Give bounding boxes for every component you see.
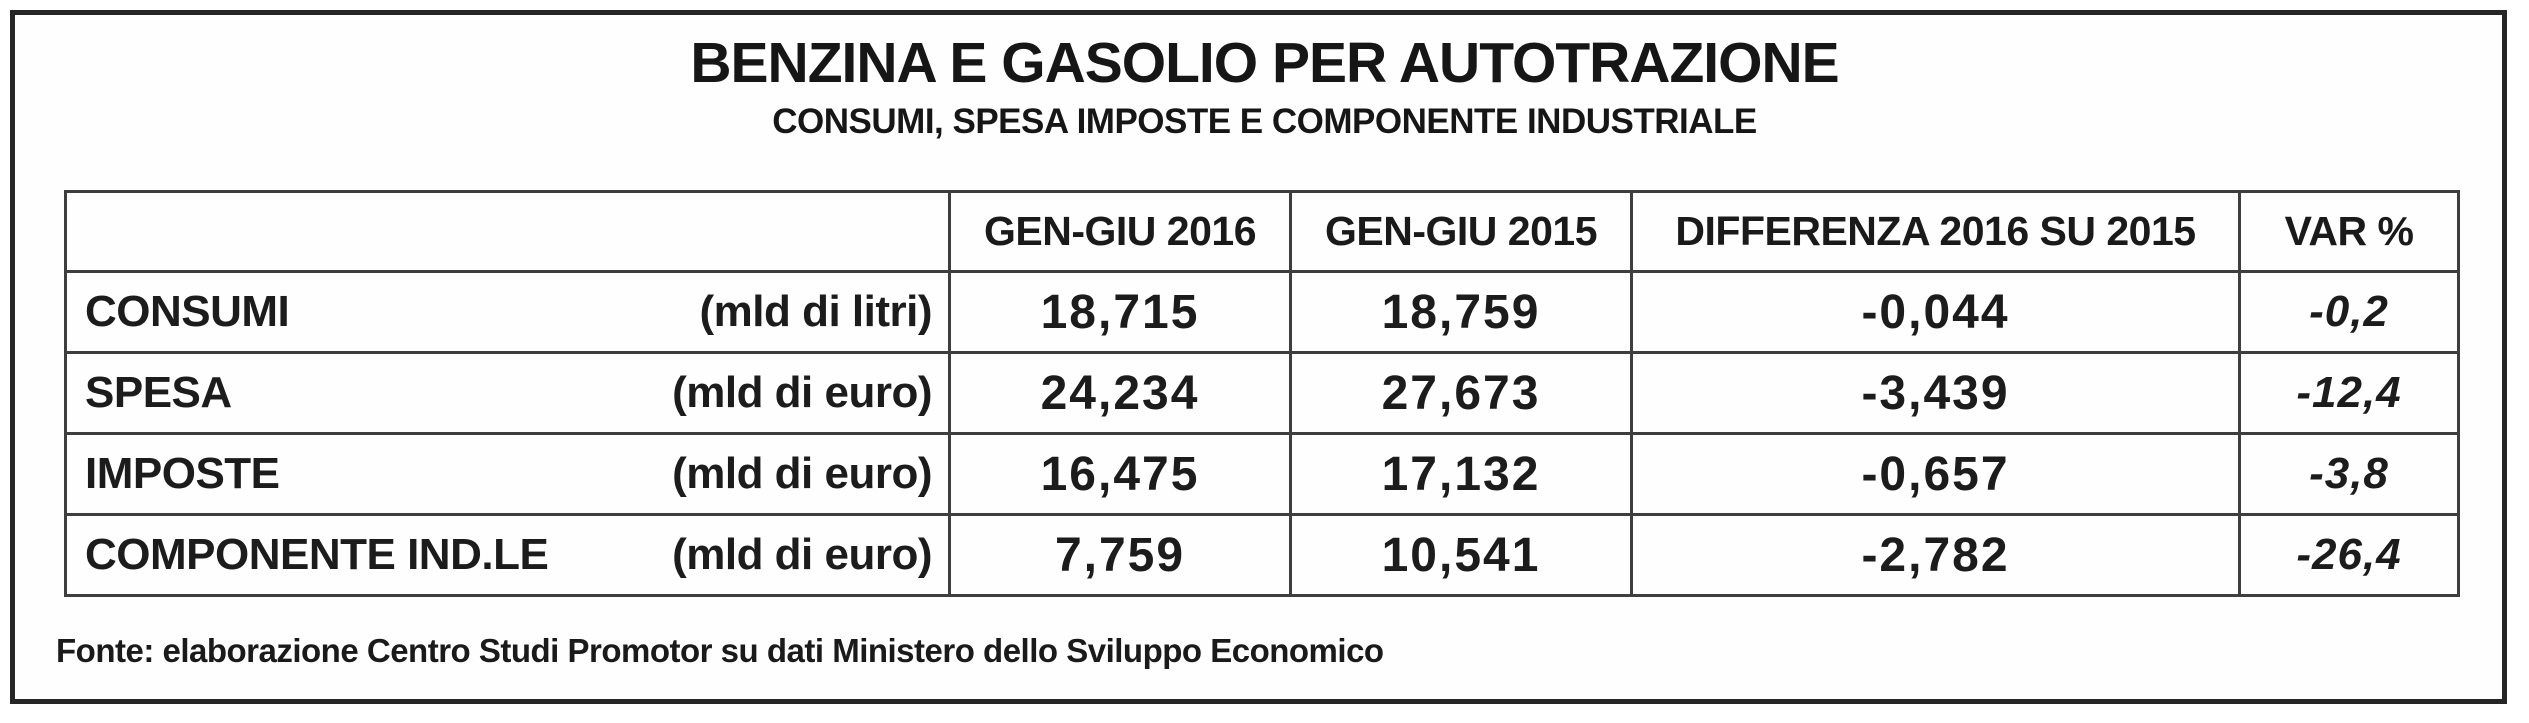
value-differenza: -2,782 — [1632, 515, 2240, 596]
header-cell-gen-giu-2015: GEN-GIU 2015 — [1291, 192, 1632, 272]
value-2016: 18,715 — [950, 272, 1291, 353]
header-cell-empty — [66, 192, 950, 272]
row-unit: (mld di euro) — [672, 368, 932, 417]
value-2015: 18,759 — [1291, 272, 1632, 353]
row-label: SPESA — [85, 368, 232, 417]
value-var-pct: -26,4 — [2240, 515, 2459, 596]
row-label-cell — [66, 434, 950, 515]
row-label: COMPONENTE IND.LE — [85, 530, 549, 579]
page-subtitle: CONSUMI, SPESA IMPOSTE E COMPONENTE INDUSTRIALE — [772, 102, 1757, 141]
header-cell-differenza: DIFFERENZA 2016 SU 2015 — [1632, 192, 2240, 272]
table-row-spesa — [66, 353, 2459, 434]
value-2016: 24,234 — [950, 353, 1291, 434]
value-differenza: -0,044 — [1632, 272, 2240, 353]
value-2015: 17,132 — [1291, 434, 1632, 515]
header-cell-gen-giu-2016: GEN-GIU 2016 — [950, 192, 1291, 272]
row-unit: (mld di litri) — [699, 287, 932, 336]
value-2015: 27,673 — [1291, 353, 1632, 434]
value-2015: 10,541 — [1291, 515, 1632, 596]
value-differenza: -0,657 — [1632, 434, 2240, 515]
value-var-pct: -12,4 — [2240, 353, 2459, 434]
data-table — [64, 190, 2460, 597]
row-unit: (mld di euro) — [672, 530, 932, 579]
table-row-imposte — [66, 434, 2459, 515]
row-label-cell — [66, 272, 950, 353]
page-title: BENZINA E GASOLIO PER AUTOTRAZIONE — [690, 31, 1839, 95]
row-label-cell — [66, 353, 950, 434]
row-unit: (mld di euro) — [672, 449, 932, 498]
row-label: CONSUMI — [85, 287, 290, 336]
value-2016: 16,475 — [950, 434, 1291, 515]
value-var-pct: -3,8 — [2240, 434, 2459, 515]
row-label: IMPOSTE — [85, 449, 280, 498]
value-var-pct: -0,2 — [2240, 272, 2459, 353]
source-note: Fonte: elaborazione Centro Studi Promotor su dati Ministero dello Sviluppo Economico — [56, 632, 1384, 669]
value-differenza: -3,439 — [1632, 353, 2240, 434]
value-2016: 7,759 — [950, 515, 1291, 596]
table-row-consumi — [66, 272, 2459, 353]
table-row-componente-industriale — [66, 515, 2459, 596]
row-label-cell — [66, 515, 950, 596]
header-row — [66, 192, 2459, 272]
header-cell-var-pct: VAR % — [2240, 192, 2459, 272]
